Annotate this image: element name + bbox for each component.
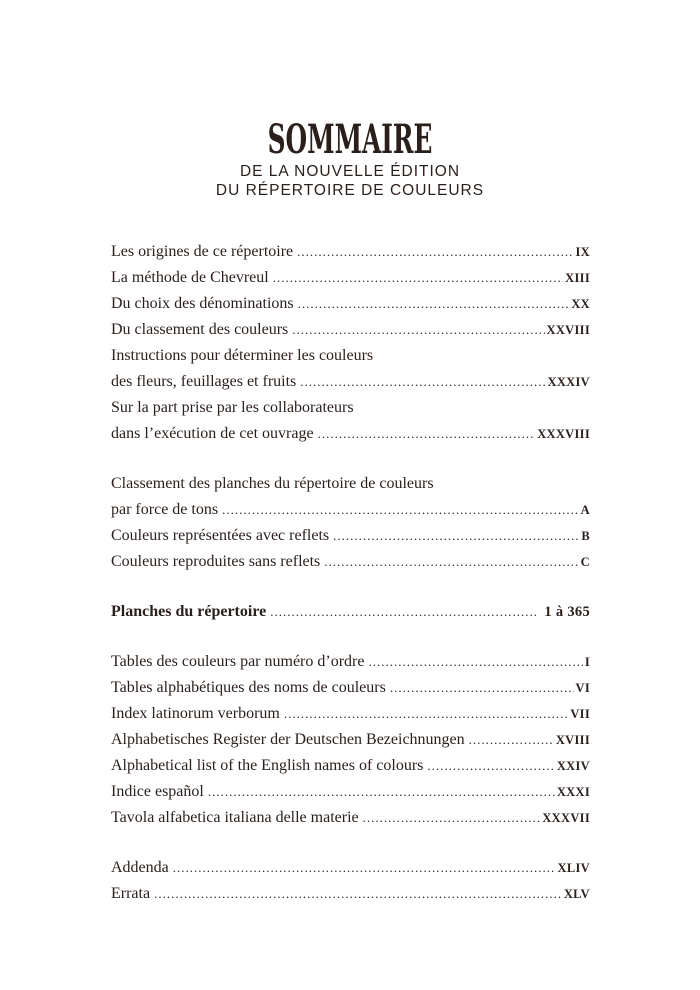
toc-entry-page: VII [570,707,590,721]
toc-entry-label: Index latinorum verborum [111,705,280,722]
toc-entry[interactable] [111,805,590,831]
leader-dots [300,369,545,395]
toc-entry-page: XIII [565,271,590,285]
leader-dots [292,317,544,343]
toc-entry[interactable] [111,523,590,549]
leader-dots [363,805,541,831]
section-gap [111,831,590,855]
toc-entry[interactable] [111,497,590,523]
toc-entry-label: Errata [111,885,151,902]
toc-entry-page: B [581,529,590,543]
page-title: SOMMAIRE [267,116,433,163]
toc-entry-label: Planches du répertoire [111,603,267,620]
subtitle-line-2: DU RÉPERTOIRE DE COULEURS [215,182,485,199]
section-gap [111,575,590,599]
leader-dots [284,701,569,727]
leader-dots [297,239,573,265]
leader-dots [270,599,536,625]
toc-entry[interactable] [111,855,590,881]
toc-entry-label: Alphabetisches Register der Deutschen Bezeichnungen [111,731,465,748]
leader-dots [273,265,563,291]
toc-entry-label: Addenda [111,859,169,876]
toc-entry[interactable] [111,239,590,265]
toc-entry-page: XX [571,297,590,311]
toc-entry[interactable] [111,753,590,779]
toc-entry-page: XVIII [555,733,590,747]
toc-entry-label: dans l’exécution de cet ouvrage [111,425,314,442]
toc-entry-page: A [580,503,590,517]
toc-entry-page: XXXVII [542,811,590,825]
toc-entry-page: VI [575,681,590,695]
leader-dots [324,549,578,575]
toc-entry-label: Couleurs reproduites sans reflets [111,553,321,570]
toc-entry-label: Du choix des dénominations [111,295,294,312]
toc-entry-first-line: Classement des planches du répertoire de couleurs [111,475,434,492]
toc-entry-page: XLV [563,887,590,901]
toc-entry-page: C [580,555,590,569]
toc-entry-label: Tavola alfabetica italiana delle materie [111,809,359,826]
leader-dots [368,649,582,675]
toc-entry[interactable] [111,701,590,727]
toc-entry[interactable] [111,881,590,907]
toc-entry-page: XLIV [557,861,590,875]
toc-entry[interactable] [111,265,590,291]
toc-entry-page: XXXVIII [537,427,590,441]
toc-entry-page: I [584,655,590,669]
page-header [0,118,700,200]
toc-entry-plates[interactable] [111,599,590,625]
leader-dots [427,753,554,779]
toc-entry[interactable] [111,779,590,805]
subtitle-line-1: DE LA NOUVELLE ÉDITION [239,163,461,180]
leader-dots [298,291,570,317]
toc-entry-page: IX [575,245,590,259]
toc-entry-page: XXXIV [547,375,590,389]
toc-entry-label: Du classement des couleurs [111,321,289,338]
toc-entry-label: des fleurs, feuillages et fruits [111,373,297,390]
toc-entry-label: Tables des couleurs par numéro d’ordre [111,653,365,670]
toc-entry-first-line: Sur la part prise par les collaborateurs [111,399,354,416]
leader-dots [390,675,574,701]
toc-entry-label: Tables alphabétiques des noms de couleurs [111,679,386,696]
leader-dots [173,855,556,881]
section-gap [111,625,590,649]
toc-entry[interactable] [111,369,590,395]
section-gap [111,447,590,471]
toc-entry[interactable] [111,675,590,701]
leader-dots [318,421,536,447]
leader-dots [154,881,562,907]
toc-entry-page: XXVIII [546,323,590,337]
toc-entry-label: Couleurs représentées avec reflets [111,527,330,544]
leader-dots [222,497,579,523]
toc-entry-label: par force de tons [111,501,219,518]
toc-entry-first-line: Instructions pour déterminer les couleurs [111,347,374,364]
toc-entry-label: La méthode de Chevreul [111,269,269,286]
leader-dots [469,727,554,753]
toc-entry-page: XXIV [556,759,590,773]
toc-entry[interactable] [111,421,590,447]
toc-entry[interactable] [111,649,590,675]
toc-entry[interactable] [111,549,590,575]
toc-entry[interactable] [111,291,590,317]
toc-entry-label: Les origines de ce répertoire [111,243,294,260]
leader-dots [333,523,579,549]
leader-dots [208,779,555,805]
toc-entry-label: Indice español [111,783,204,800]
toc-entry-label: Alphabetical list of the English names of colours [111,757,424,774]
toc-entry[interactable] [111,317,590,343]
toc-entry[interactable] [111,727,590,753]
toc-entry-page: 1 à 365 [544,604,590,620]
table-of-contents [111,239,590,907]
toc-entry-page: XXXI [556,785,590,799]
